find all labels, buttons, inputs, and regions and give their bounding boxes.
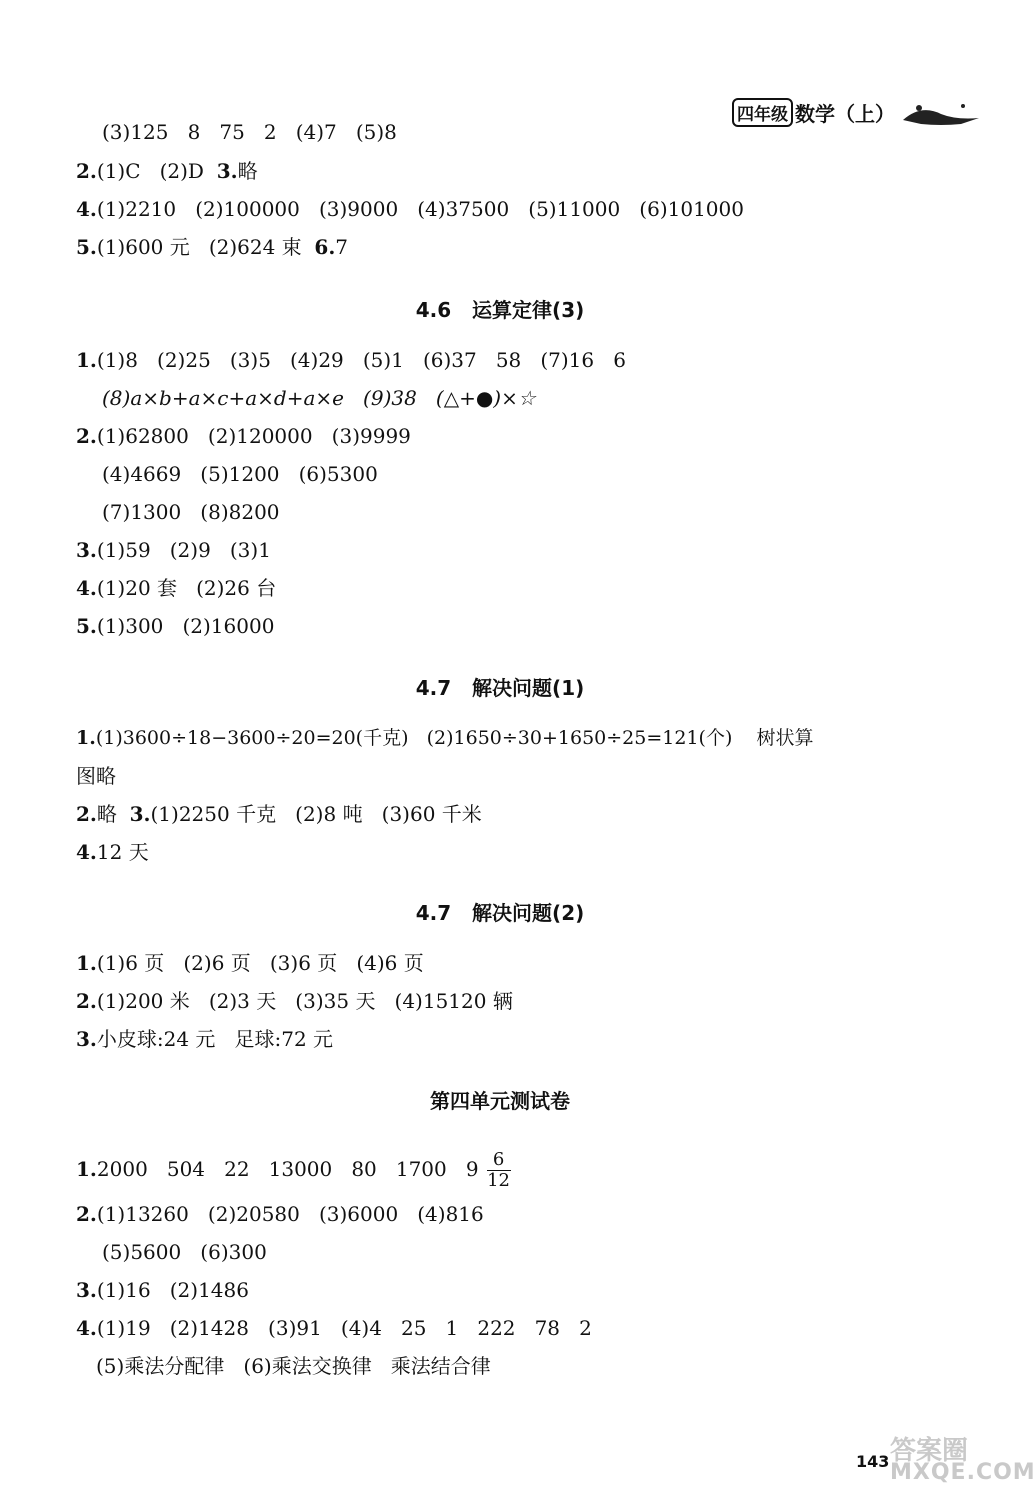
answer-text: (1)20 套 (2)26 台 [96, 576, 277, 600]
fraction-denominator: 12 [487, 1170, 510, 1191]
question-number: 3. [129, 802, 151, 826]
answer-text: (1)2250 千克 (2)8 吨 (3)60 千米 [150, 802, 482, 826]
watermark-url: MXQE.COM [890, 1460, 1036, 1485]
answer-text: (1)19 (2)1428 (3)91 (4)4 25 1 222 78 2 [96, 1316, 592, 1340]
answer-text: (1)8 (2)25 (3)5 (4)29 (5)1 (6)37 58 (7)16 6 [96, 348, 626, 372]
answer-line [76, 1316, 592, 1340]
question-number: 2. [76, 802, 97, 826]
answer-line: (5)乘法分配律 (6)乘法交换律 乘法结合律 [96, 1354, 491, 1378]
section-title-4-7-part1: 4.7 解决问题(1) [415, 676, 585, 700]
answer-line: (7)1300 (8)8200 [102, 500, 280, 524]
answer-line [76, 1027, 333, 1051]
answer-line: (4)4669 (5)1200 (6)5300 [102, 462, 378, 486]
watermark-logo [890, 1436, 1036, 1485]
answer-line [76, 840, 149, 864]
question-number: 1. [76, 727, 96, 749]
answer-line [76, 989, 513, 1013]
page-header [732, 98, 981, 127]
question-number: 4. [76, 576, 97, 600]
answer-text: (1)2210 (2)100000 (3)9000 (4)37500 (5)11000 (6)101000 [96, 197, 744, 221]
question-number: 2. [76, 1202, 97, 1226]
answer-line [76, 424, 411, 448]
answer-line [76, 726, 814, 750]
answer-text: (1)16 (2)1486 [96, 1278, 249, 1302]
grade-badge: 四年级 [732, 98, 793, 127]
answer-line: 图略 [76, 764, 116, 788]
section-title-4-7-part2: 4.7 解决问题(2) [415, 901, 585, 925]
question-number: 4. [76, 197, 97, 221]
answer-text: (1)13260 (2)20580 (3)6000 (4)816 [96, 1202, 484, 1226]
question-number: 5. [76, 235, 97, 259]
question-number: 1. [76, 1157, 97, 1181]
question-number: 3. [76, 1278, 97, 1302]
question-number: 3. [76, 538, 97, 562]
question-number: 2. [76, 159, 97, 183]
question-number: 2. [76, 989, 97, 1013]
question-number: 1. [76, 348, 97, 372]
question-number: 5. [76, 614, 97, 638]
fraction-numerator: 6 [492, 1149, 505, 1170]
question-number: 2. [76, 424, 97, 448]
question-number: 4. [76, 840, 97, 864]
watermark-text: 答案圈 [890, 1436, 969, 1466]
answer-line: (3)125 8 75 2 (4)7 (5)8 [102, 120, 397, 144]
answer-text: 小皮球:24 元 足球:72 元 [96, 1027, 334, 1051]
answer-line: (5)5600 (6)300 [102, 1240, 267, 1264]
answer-text: (1)C (2)D [96, 159, 217, 183]
answer-line [76, 802, 482, 826]
answer-text: 2000 504 22 13000 80 1700 9 [96, 1157, 479, 1181]
answer-text: (1)300 (2)16000 [96, 614, 275, 638]
answer-text: 略 [96, 802, 130, 826]
answer-line [76, 235, 348, 259]
answer-text: (1)200 米 (2)3 天 (3)35 天 (4)15120 辆 [96, 989, 513, 1013]
answer-text: 12 天 [96, 840, 149, 864]
answer-text: 略 [237, 159, 258, 183]
answer-line [76, 1278, 249, 1302]
question-number: 3. [216, 159, 238, 183]
answer-line [76, 576, 276, 600]
answer-line: (8)a×b+a×c+a×d+a×e (9)38 (△+●)×☆ [102, 386, 536, 410]
answer-line [76, 1202, 484, 1226]
subject-label: 数学（上） [795, 102, 895, 126]
cartoon-decoration-icon [901, 100, 981, 126]
answer-line [76, 348, 626, 372]
answer-text: (1)62800 (2)120000 (3)9999 [96, 424, 411, 448]
answer-line [76, 1150, 511, 1191]
answer-line [76, 197, 744, 221]
answer-text: (1)3600÷18−3600÷20=20(千克) (2)1650÷30+1650÷25=121(个) 树状算 [95, 727, 814, 749]
unit-test-title: 第四单元测试卷 [430, 1089, 570, 1113]
fraction [487, 1150, 511, 1191]
section-title-4-6: 4.6 运算定律(3) [415, 298, 585, 322]
question-number: 1. [76, 951, 97, 975]
answer-text: 7 [335, 235, 349, 259]
answer-line [76, 614, 274, 638]
page-number: 143 [856, 1452, 890, 1471]
question-number: 6. [314, 235, 336, 259]
answer-line [76, 951, 424, 975]
answer-text: (1)600 元 (2)624 束 [96, 235, 315, 259]
answer-text: (1)6 页 (2)6 页 (3)6 页 (4)6 页 [96, 951, 424, 975]
answer-text: (1)59 (2)9 (3)1 [96, 538, 271, 562]
answer-line [76, 159, 258, 183]
question-number: 3. [76, 1027, 97, 1051]
question-number: 4. [76, 1316, 97, 1340]
answer-line [76, 538, 271, 562]
